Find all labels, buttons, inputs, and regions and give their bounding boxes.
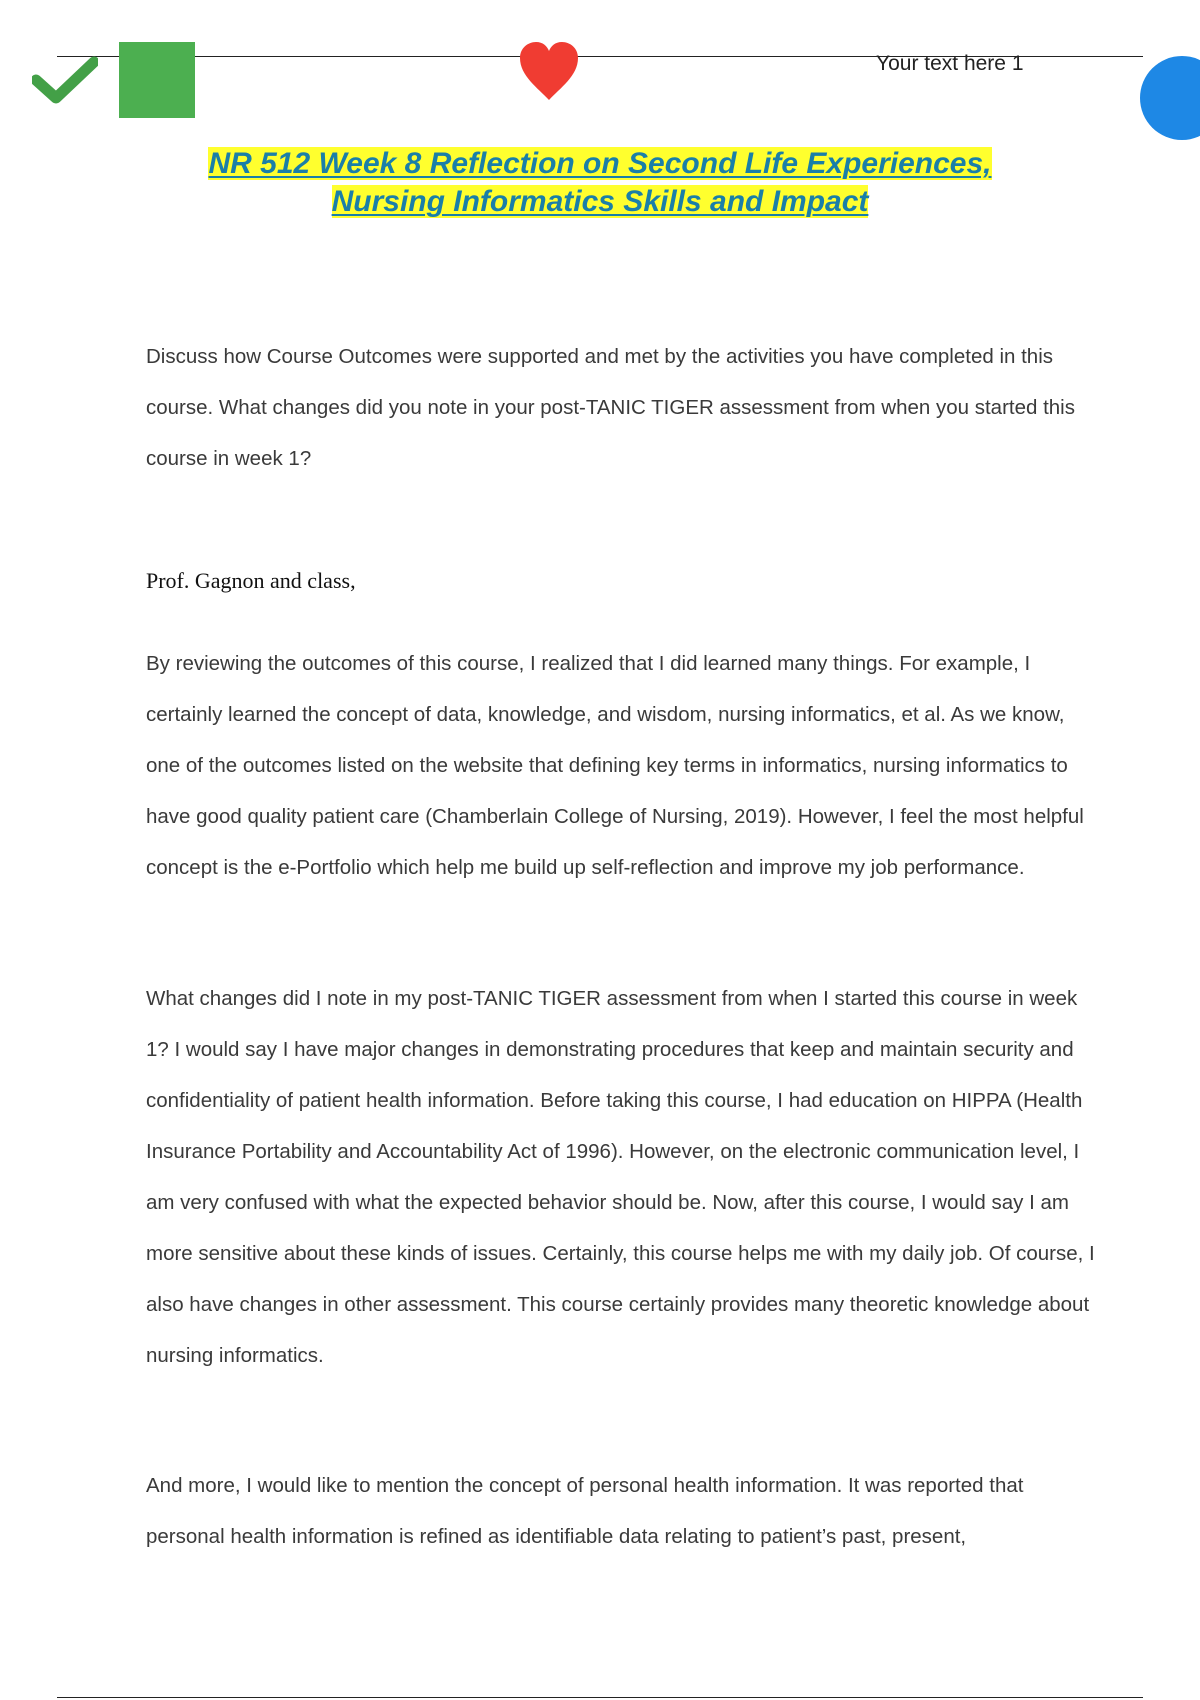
footer-rule xyxy=(57,1697,1143,1698)
running-head: Your text here 1 xyxy=(876,52,1024,75)
heart-shape-path xyxy=(520,42,578,100)
square-icon xyxy=(119,42,195,118)
circle-icon xyxy=(1140,56,1200,140)
document-title xyxy=(100,145,1100,221)
paragraph-3: And more, I would like to mention the concept of personal health information. It was reported that personal health information is refined as identifiable data relating to patient’s past, present, xyxy=(146,1474,1024,1548)
paragraph-1: By reviewing the outcomes of this course, I realized that I did learned many things. For example, I certainly learned the concept of data, knowledge, and wisdom, nursing informatics, et al. As we know, one of the outcomes listed on the website that defining key terms in informatics, nursing informatics to have good quality patient care (Chamberlain College of Nursing, 2019). However, I feel the most helpful concept is the e-Portfolio which help me build up self-reflection and improve my job performance. xyxy=(146,652,1084,879)
check-icon xyxy=(32,56,98,104)
paragraph-2: What changes did I note in my post-TANIC TIGER assessment from when I started this course in week 1? I would say I have major changes in demonstrating procedures that keep and maintain security and confidentiality of patient health information. Before taking this course, I had education on HIPPA (Health Insurance Portability and Accountability Act of 1996). However, on the electronic communication level, I am very confused with what the expected behavior should be. Now, after this course, I would say I am more sensitive about these kinds of issues. Certainly, this course helps me with my daily job. Of course, I also have changes in other assessment. This course certainly provides many theoretic knowledge about nursing informatics. xyxy=(146,987,1095,1367)
heart-icon xyxy=(518,40,580,102)
title-line-2: Nursing Informatics Skills and Impact xyxy=(331,185,869,218)
check-mark-path xyxy=(36,62,94,98)
assignment-prompt: Discuss how Course Outcomes were supported and met by the activities you have completed in this course. What changes did you note in your post-TANIC TIGER assessment from when you started this course in week 1? xyxy=(146,345,1075,470)
salutation: Prof. Gagnon and class, xyxy=(146,568,356,593)
title-line-1: NR 512 Week 8 Reflection on Second Life Experiences, xyxy=(208,147,992,180)
